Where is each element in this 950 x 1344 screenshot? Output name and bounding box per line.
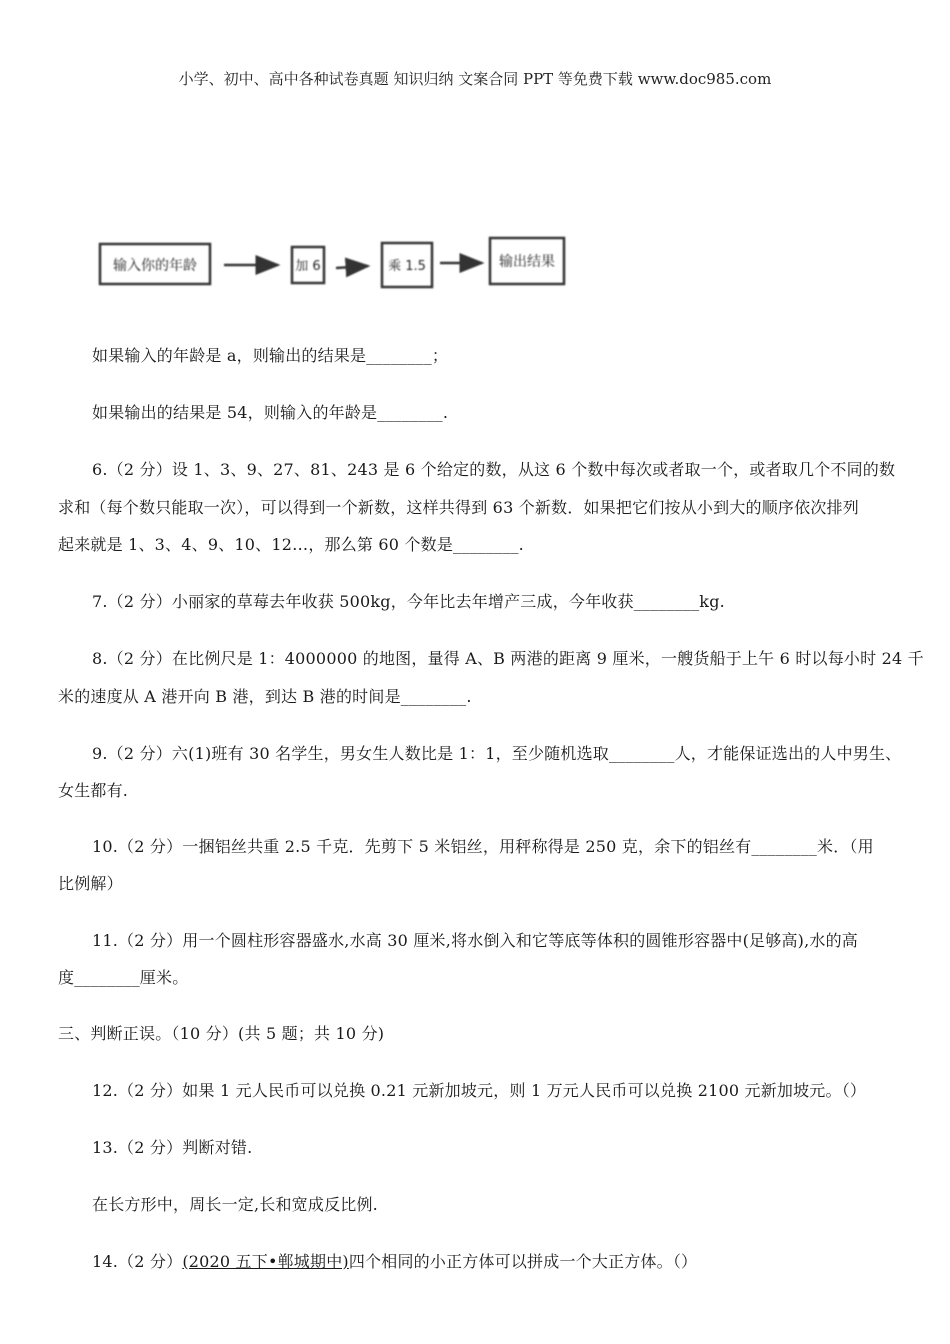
q6-line-1: 6.（2 分）设 1、3、9、27、81、243 是 6 个给定的数，从这 6 个数中每次或者取一个，或者取几个不同的数 — [92, 460, 896, 479]
flow-box-multiply-label: 乘 1.5 — [388, 259, 426, 274]
q10-line-1: 10.（2 分）一捆铝丝共重 2.5 千克．先剪下 5 米铝丝，用秤称得是 250 克，余下的铝丝有________米．（用 — [92, 837, 874, 856]
q14-source-link[interactable]: (2020 五下•郸城期中) — [182, 1252, 349, 1271]
line-input-54: 如果输出的结果是 54，则输入的年龄是________. — [92, 403, 449, 422]
q12-line: 12.（2 分）如果 1 元人民币可以兑换 0.21 元新加坡元，则 1 万元人民币可以兑换 2100 元新加坡元。（） — [92, 1081, 867, 1100]
flowchart — [98, 236, 578, 294]
q6-line-3: 起来就是 1、3、4、9、10、12…，那么第 60 个数是________. — [58, 535, 524, 554]
q13-line-2: 在长方形中，周长一定,长和宽成反比例. — [92, 1195, 378, 1214]
q14-line — [92, 1252, 697, 1272]
q8-line-1: 8.（2 分）在比例尺是 1：4000000 的地图，量得 A、B 两港的距离 9 厘米，一艘货船于上午 6 时以每小时 24 千 — [92, 649, 924, 668]
page-header: 小学、初中、高中各种试卷真题 知识归纳 文案合同 PPT 等免费下载 www.doc985.com — [178, 70, 772, 88]
q6-line-2: 求和（每个数只能取一次），可以得到一个新数，这样共得到 63 个新数．如果把它们按从小到大的顺序依次排列 — [58, 498, 859, 517]
q9-line-2: 女生都有. — [58, 781, 129, 800]
flow-box-output-label: 输出结果 — [499, 254, 555, 270]
flowchart-svg — [98, 236, 578, 294]
q10-line-2: 比例解） — [58, 874, 123, 893]
q11-line-2: 度________厘米。 — [58, 968, 189, 987]
q14-text: 四个相同的小正方体可以拼成一个大正方体。（） — [348, 1252, 698, 1271]
q13-line-1: 13.（2 分）判断对错. — [92, 1138, 253, 1157]
flow-arrow-2 — [336, 266, 368, 268]
flow-box-add-label: 加 6 — [295, 259, 321, 274]
q9-line-1: 9.（2 分）六(1)班有 30 名学生，男女生人数比是 1：1，至少随机选取________人，才能保证选出的人中男生、 — [92, 744, 902, 763]
q14-number: 14.（2 分） — [92, 1252, 183, 1271]
q7-line: 7.（2 分）小丽家的草莓去年收获 500kg，今年比去年增产三成，今年收获________kg. — [92, 592, 725, 611]
q11-line-1: 11.（2 分）用一个圆柱形容器盛水,水高 30 厘米,将水倒入和它等底等体积的圆锥形容器中(足够高),水的高 — [92, 931, 858, 950]
line-output-a: 如果输入的年龄是 a，则输出的结果是________； — [92, 346, 449, 365]
flow-box-input-label: 输入你的年龄 — [113, 258, 197, 274]
section-3-heading: 三、判断正误。（10 分）(共 5 题；共 10 分) — [58, 1024, 385, 1043]
q8-line-2: 米的速度从 A 港开向 B 港，到达 B 港的时间是________. — [58, 687, 472, 706]
